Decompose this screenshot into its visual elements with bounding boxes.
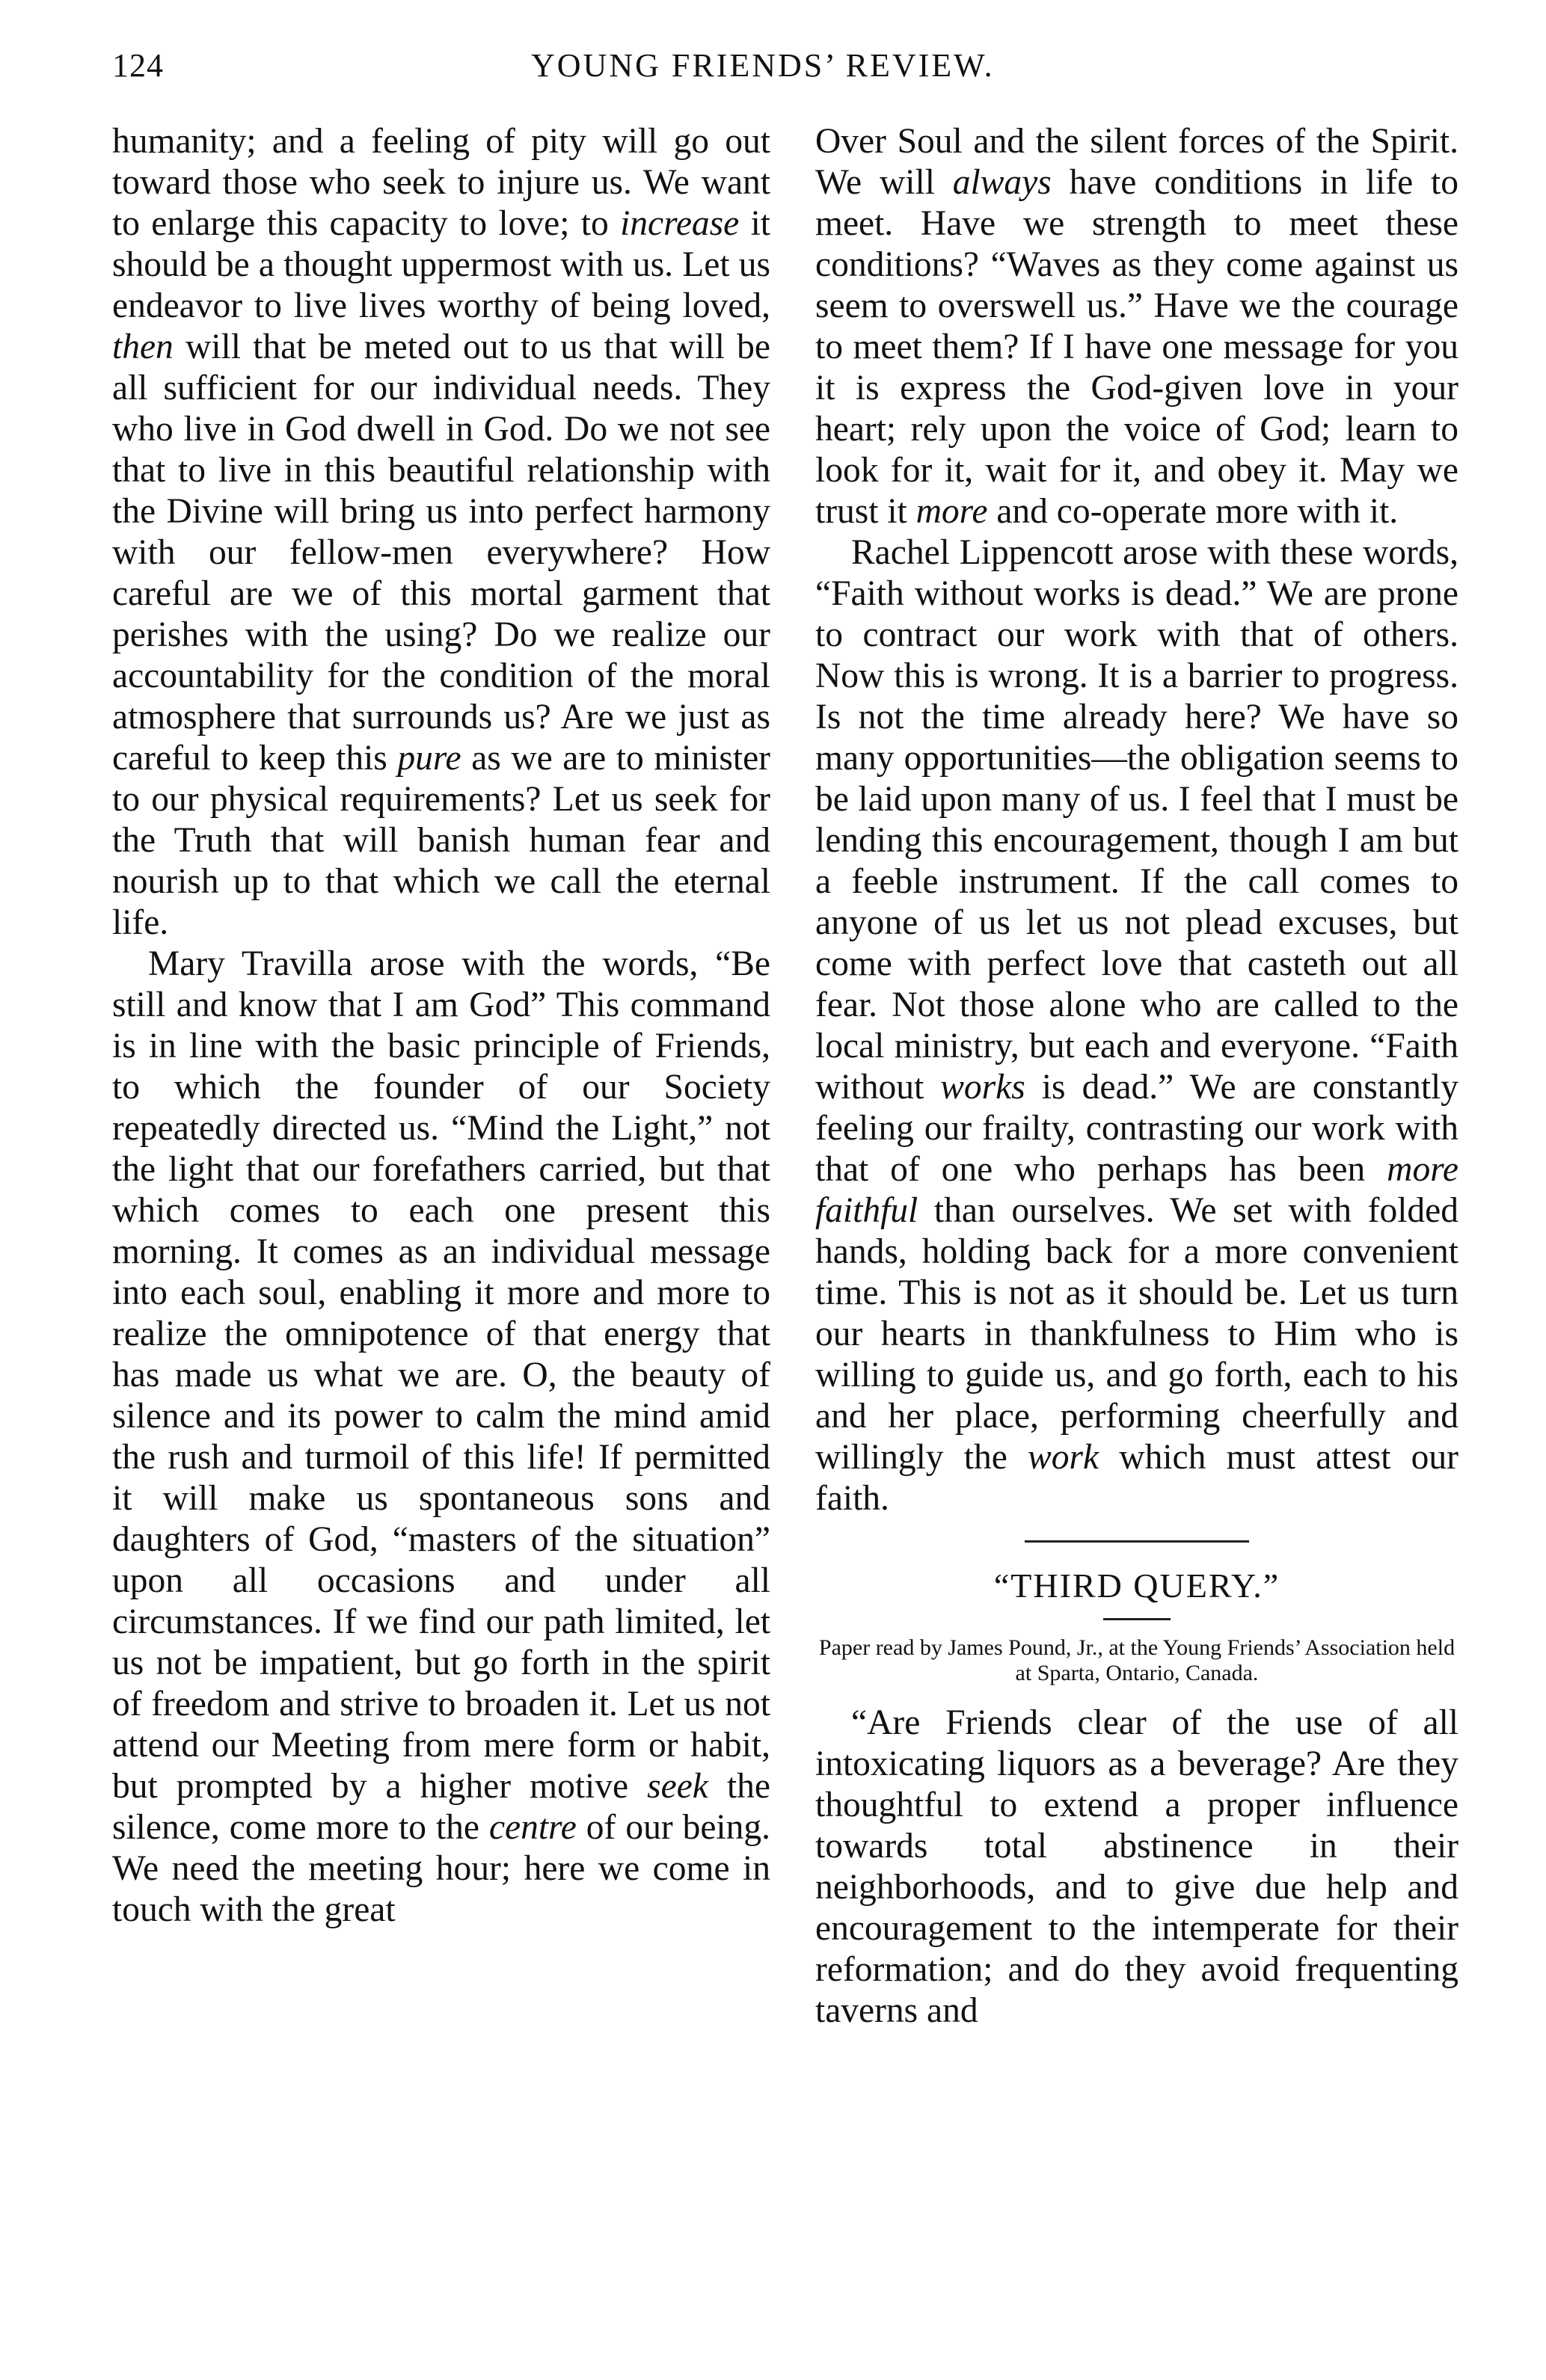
paragraph: humanity; and a feeling of pity will go out toward those who seek to injure us. We want to enlarge this capacity to love; to increase it should be a thought uppermost with us. Let us endeavor to live lives worthy of being loved, then will that be meted out to us that will be all sufficient for our individual needs. They who live in God dwell in God. Do we not see that to live in this beautiful relationship with the Divine will bring us into perfect harmony with our fellow-men everywhere? How careful are we of this mortal garment that perishes with the using? Do we realize our accountability for the condition of the moral atmosphere that surrounds us? Are we just as careful to keep this pure as we are to minister to our physical requirements? Let us seek for the Truth that will banish human fear and nourish up to that which we call the eternal life. [112,122,771,942]
section-divider [1025,1540,1249,1543]
paragraph: Over Soul and the silent forces of the Spirit. We will always have conditions in life to meet. Have we strength to meet these conditions? “Waves as they come against us seem to overswell us.” Have we the courage to meet them? If I have one message for you it is express the God-given love in your heart; rely upon the voice of God; learn to look for it, wait for it, and obey it. May we trust it more and co-operate more with it. [815,122,1458,531]
running-title: YOUNG FRIENDS’ REVIEW. [531,47,995,84]
left-column [112,121,770,1931]
heading-underline [1103,1618,1171,1620]
paragraph: Rachel Lippencott arose with these words, “Faith without works is dead.” We are prone to contract our work with that of others. Now this is wrong. It is a barrier to progress. Is not the time already here? We have so many opportunities—the obligation seems to be laid upon many of us. I feel that I must be lending this encouragement, though I am but a feeble instrument. If the call comes to anyone of us let us not plead excuses, but come with perfect love that casteth out all fear. Not those alone who are called to the local ministry, but each and everyone. “Faith without works is dead.” We are constantly feeling our frailty, contrasting our work with that of one who perhaps has been more faithful than ourselves. We set with folded hands, holding back for a more convenient time. This is not as it should be. Let us turn our hearts in thankfulness to Him who is willing to guide us, and go forth, each to his and her place, performing cheerfully and willingly the work which must attest our faith. [815,533,1458,1518]
paragraph: “Are Friends clear of the use of all intoxicating liquors as a beverage? Are they thoughtful to extend a proper influence towards total abstinence in their neighborhoods, and to give due help and encouragement to the intemperate for their reformation; and do they avoid frequenting taverns and [815,1703,1458,2030]
page-number: 124 [112,47,164,84]
section-heading: “THIRD QUERY.” [993,1566,1280,1605]
page-header [112,46,1458,99]
byline: Paper read by James Pound, Jr., at the Young Friends’ Association held at Sparta, Ontario, Canada. [818,1635,1455,1685]
paragraph: Mary Travilla arose with the words, “Be still and know that I am God” This command is in line with the basic principle of Friends, to which the founder of our Society repeatedly directed us. “Mind the Light,” not the light that our forefathers carried, but that which comes to each one present this morning. It comes as an individual message into each soul, enabling it more and more to realize the omnipotence of that energy that has made us what we are. O, the beauty of silence and its power to calm the mind amid the rush and turmoil of this life! If permitted it will make us spontaneous sons and daughters of God, “masters of the situation” upon all occasions and under all circumstances. If we find our path limited, let us not be impatient, but go forth in the spirit of freedom and strive to broaden it. Let us not attend our Meeting from mere form or habit, but prompted by a higher motive seek the silence, come more to the centre of our being. We need the meeting hour; here we come in touch with the great [112,944,770,1929]
right-column [815,121,1458,2032]
